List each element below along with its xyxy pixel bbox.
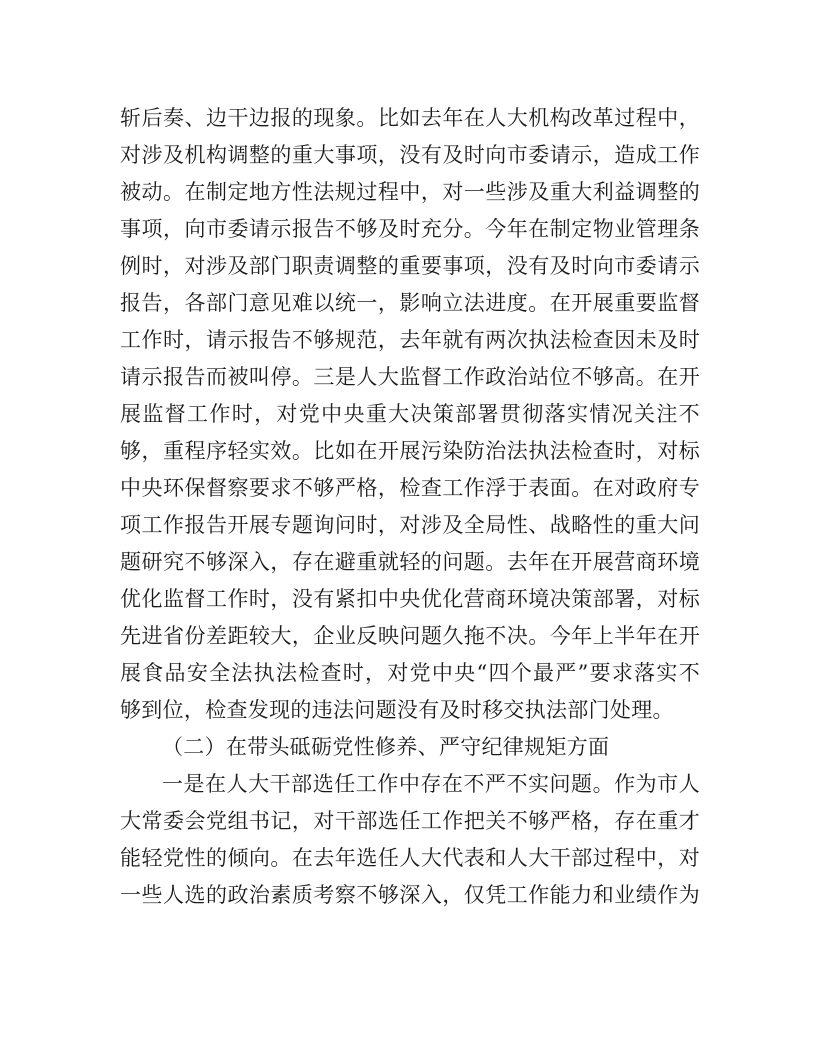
- text-line: 展食品安全法执法检查时，对党中央“四个最严”要求落实不: [120, 661, 700, 685]
- text-line: 例时，对涉及部门职责调整的重要事项，没有及时向市委请示: [120, 254, 700, 278]
- text-line: 项工作报告开展专题询问时，对涉及全局性、战略性的重大问: [120, 513, 700, 537]
- text-line-last: 够到位，检查发现的违法问题没有及时移交执法部门处理。: [120, 698, 674, 722]
- text-line: 一些人选的政治素质考察不够深入，仅凭工作能力和业绩作为: [120, 883, 700, 907]
- text-line: 优化监督工作时，没有紧扣中央优化营商环境决策部署，对标: [120, 587, 700, 611]
- text-line: 事项，向市委请示报告不够及时充分。今年在制定物业管理条: [120, 217, 700, 241]
- text-line: 报告，各部门意见难以统一，影响立法进度。在开展重要监督: [120, 291, 700, 315]
- text-line: 请示报告而被叫停。三是人大监督工作政治站位不够高。在开: [120, 365, 700, 389]
- text-line: 够，重程序轻实效。比如在开展污染防治法执法检查时，对标: [120, 439, 700, 463]
- text-line: 题研究不够深入，存在避重就轻的问题。去年在开展营商环境: [120, 550, 700, 574]
- text-line: 展监督工作时，对党中央重大决策部署贯彻落实情况关注不: [120, 402, 700, 426]
- text-line: 被动。在制定地方性法规过程中，对一些涉及重大利益调整的: [120, 180, 700, 204]
- text-line: 大常委会党组书记，对干部选任工作把关不够严格，存在重才: [120, 809, 700, 833]
- text-line: 先进省份差距较大，企业反映问题久拖不决。今年上半年在开: [120, 624, 700, 648]
- section-heading: [120, 729, 700, 766]
- text-line: 能轻党性的倾向。在去年选任人大代表和人大干部过程中，对: [120, 846, 700, 870]
- document-body: [120, 100, 700, 914]
- text-line: 斩后奏、边干边报的现象。比如去年在人大机构改革过程中，: [120, 106, 700, 130]
- text-line-first: 一是在人大干部选任工作中存在不严不实问题。作为市人: [162, 772, 700, 796]
- paragraph-body-2: [120, 766, 700, 914]
- paragraph-body-1: [120, 100, 700, 729]
- text-line: 工作时，请示报告不够规范，去年就有两次执法检查因未及时: [120, 328, 700, 352]
- text-line: 对涉及机构调整的重大事项，没有及时向市委请示，造成工作: [120, 143, 700, 167]
- text-line: 中央环保督察要求不够严格，检查工作浮于表面。在对政府专: [120, 476, 700, 500]
- heading-text: （二）在带头砥砺党性修养、严守纪律规矩方面: [162, 735, 610, 759]
